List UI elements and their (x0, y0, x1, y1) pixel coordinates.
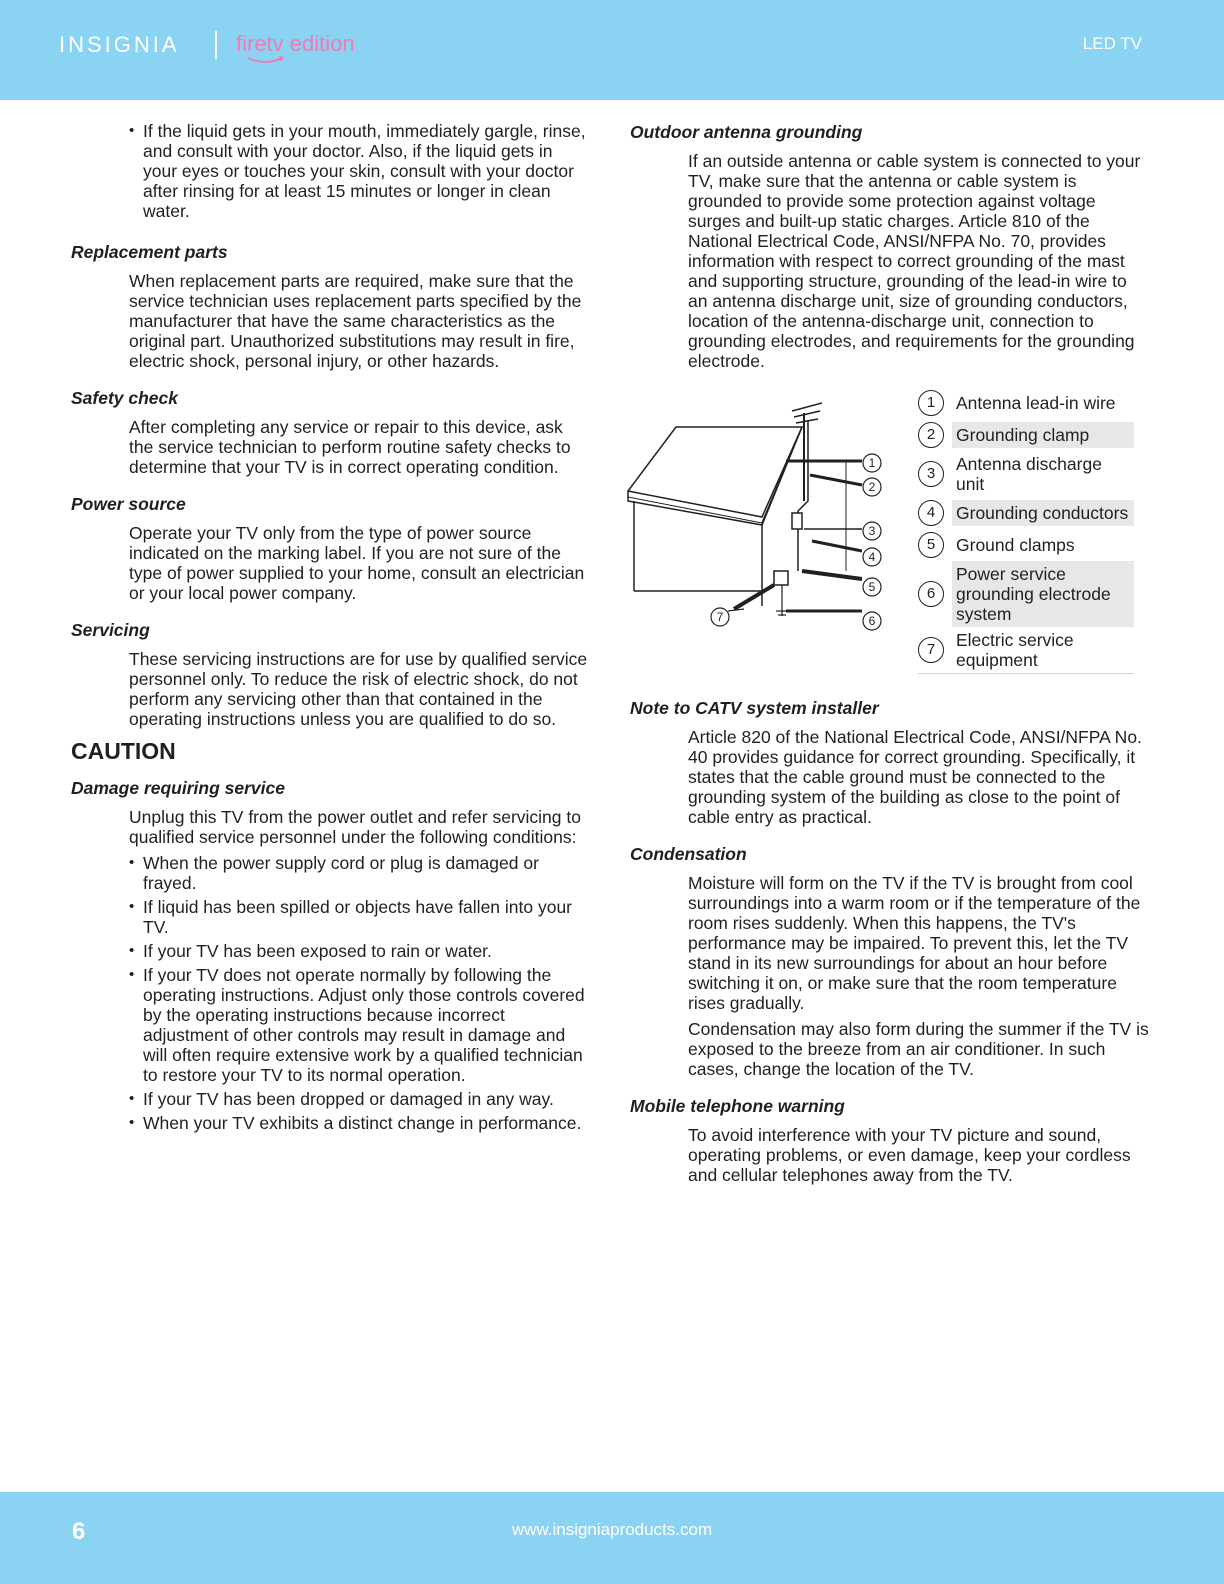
section-text: Operate your TV only from the type of power source indicated on the marking label. If you are not sure of the type of power supplied to your home, consult an electrician or your local power company. (129, 523, 585, 603)
legend-label: Antenna lead-in wire (956, 393, 1116, 413)
section-text: These servicing instructions are for use by qualified service personnel only. To reduce the risk of electric shock, do not perform any servicing other than that contained in the operating instructions unless you are qualified to do so. (129, 649, 588, 729)
legend-label: Grounding clamp (952, 422, 1134, 448)
callout-6: 6 (868, 614, 876, 628)
brand-divider (215, 31, 217, 59)
section-title: Condensation (630, 844, 747, 864)
legend-row (918, 451, 1134, 497)
section-text: Condensation may also form during the summer if the TV is exposed to the breeze from an air conditioner. In such cases, change the location of the TV. (688, 1019, 1149, 1079)
section-text: To avoid interference with your TV picture and sound, operating problems, or even damage, keep your cordless and cellular telephones away from the TV. (688, 1125, 1131, 1185)
list-item: • If your TV does not operate normally by following the operating instructions. Adjust only those controls covered by the operating instructions because incorrect adjustment of other controls may result in damage and will often require extensive work by a qualified technician to restore your TV to its normal operation. (129, 965, 591, 1085)
legend-row (918, 497, 1134, 529)
caution-heading: CAUTION (71, 738, 176, 764)
section-title: Damage requiring service (71, 778, 285, 798)
section-title: Power source (71, 494, 186, 514)
smile-icon (246, 56, 286, 64)
legend-label: Power service grounding electrode system (952, 561, 1134, 627)
section-title: Mobile telephone warning (630, 1096, 845, 1116)
brand-logo: INSIGNIA (59, 32, 180, 57)
section-text: Moisture will form on the TV if the TV is brought from cool surroundings into a warm room or if the temperature of the room rises suddenly. When this happens, the TV's performance may be impaired. To prevent this, let the TV stand in its new surroundings for about an hour before switching it on, or make sure that the room temperature rises gradually. (688, 873, 1141, 1013)
list-item: • If the liquid gets in your mouth, immediately gargle, rinse, and consult with your doctor. Also, if the liquid gets in your eyes or touches your skin, consult with your doctor after rinsing for at least 15 minutes or longer in clean water. (129, 121, 591, 221)
legend-label: Grounding conductors (952, 500, 1134, 526)
legend-label: Antenna discharge unit (956, 454, 1102, 494)
section-title: Replacement parts (71, 242, 228, 262)
section-text: If an outside antenna or cable system is connected to your TV, make sure that the antenna or cable system is grounded to provide some protection against voltage surges and built-up static charges. Article 810 of the National Electrical Code, ANSI/NFPA No. 70, provides information with respect to correct grounding of the mast and supporting structure, grounding of the lead-in wire to an antenna discharge unit, size of grounding conductors, location of the antenna-discharge unit, connection to grounding electrodes, and requirements for the grounding electrode. (688, 151, 1141, 371)
section-text: Article 820 of the National Electrical Code, ANSI/NFPA No. 40 provides guidance for correct grounding. Specifically, it states that the cable ground must be connected to the grounding system of the building as close to the point of cable entry as practical. (688, 727, 1142, 827)
legend-number: 3 (918, 461, 944, 487)
section-title: Servicing (71, 620, 150, 640)
legend-number: 7 (918, 637, 944, 663)
list-item: • If your TV has been dropped or damaged in any way. (129, 1089, 591, 1109)
page-header (0, 0, 1224, 100)
callout-1: 1 (868, 456, 876, 470)
intro-bullet-list (71, 121, 591, 221)
footer-url[interactable]: www.insigniaproducts.com (511, 1520, 713, 1539)
page-number: 6 (72, 1518, 86, 1545)
section-text: When replacement parts are required, make sure that the service technician uses replacement parts specified by the manufacturer that have the same characteristics as the original part. Unauthorized substitutions may result in fire, electric shock, personal injury, or other hazards. (129, 271, 582, 371)
legend-number: 2 (918, 422, 944, 448)
left-column (71, 121, 591, 1137)
right-column (630, 121, 1150, 1185)
legend-row (918, 387, 1134, 419)
callout-7: 7 (716, 610, 724, 624)
legend-row (918, 627, 1134, 674)
list-item: • When your TV exhibits a distinct change in performance. (129, 1113, 591, 1133)
legend-number: 6 (918, 581, 944, 607)
list-item: • When the power supply cord or plug is damaged or frayed. (129, 853, 591, 893)
legend-number: 4 (918, 500, 944, 526)
legend-row (918, 419, 1134, 451)
callout-5: 5 (868, 580, 876, 594)
legend-number: 5 (918, 532, 944, 558)
legend-label: Ground clamps (956, 535, 1075, 555)
section-text: After completing any service or repair to this device, ask the service technician to perform routine safety checks to determine that your TV is in correct operating condition. (129, 417, 571, 477)
section-text: Unplug this TV from the power outlet and refer servicing to qualified service personnel under the following conditions: (129, 807, 581, 847)
callout-4: 4 (868, 550, 876, 564)
legend-number: 1 (918, 390, 944, 416)
section-title: Outdoor antenna grounding (630, 122, 863, 142)
legend-row (918, 529, 1134, 561)
legend-row (918, 561, 1134, 627)
callout-3: 3 (868, 524, 876, 538)
legend-label: Electric service equipment (956, 630, 1074, 670)
product-label: LED TV (1082, 34, 1142, 53)
grounding-figure (630, 387, 1150, 697)
edition-logo: firetv edition (236, 31, 355, 56)
antenna-grounding-diagram (626, 401, 896, 631)
section-title: Note to CATV system installer (630, 698, 879, 718)
callout-2: 2 (868, 480, 876, 494)
diagram-legend (918, 387, 1134, 674)
list-item: • If your TV has been exposed to rain or water. (129, 941, 591, 961)
section-title: Safety check (71, 388, 179, 408)
list-item: • If liquid has been spilled or objects have fallen into your TV. (129, 897, 591, 937)
damage-bullet-list (71, 853, 591, 1133)
